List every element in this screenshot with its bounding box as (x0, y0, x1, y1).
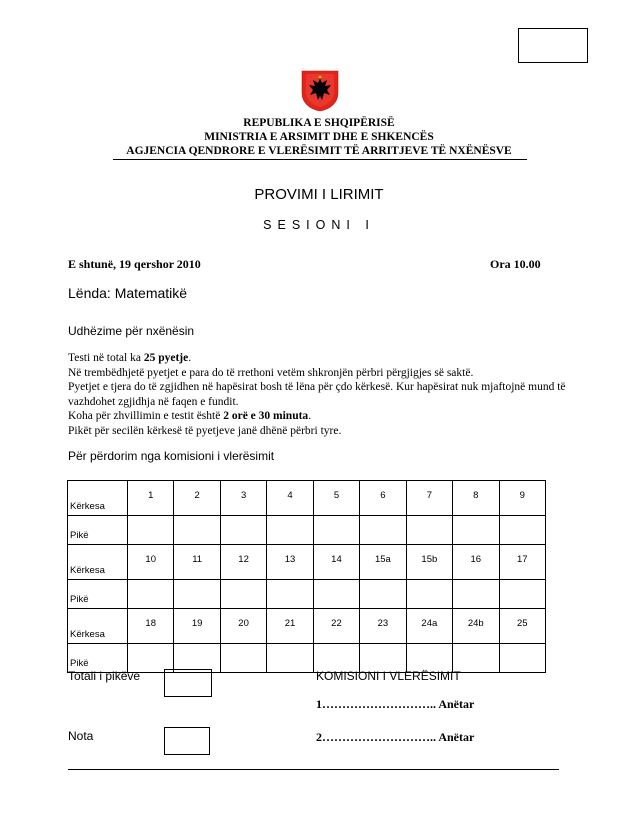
instruction-line: Koha për zhvillimin e testit është 2 orë e 30 minuta. (68, 410, 312, 422)
grid-cell: 12 (220, 545, 266, 580)
points-cell[interactable] (174, 516, 220, 545)
points-cell[interactable] (453, 516, 499, 545)
exam-date: E shtunë, 19 qershor 2010 (68, 257, 201, 271)
grid-label-request: Kërkesa (68, 545, 128, 580)
header-ministry: MINISTRIA E ARSIMIT DHE E SHKENCËS (204, 131, 434, 143)
header-republic: REPUBLIKA E SHQIPËRISË (243, 117, 395, 129)
footer-divider (68, 769, 559, 770)
points-cell[interactable] (453, 580, 499, 609)
points-cell[interactable] (220, 580, 266, 609)
grid-label-points: Pikë (68, 580, 128, 609)
exam-title: PROVIMI I LIRIMIT (254, 186, 384, 203)
grid-cell: 11 (174, 545, 220, 580)
grid-cell: 15a (360, 545, 406, 580)
grid-cell: 17 (499, 545, 546, 580)
points-cell[interactable] (174, 580, 220, 609)
grid-cell: 24b (453, 609, 499, 644)
grid-label-points: Pikë (68, 644, 128, 673)
points-cell[interactable] (220, 644, 266, 673)
header-divider (113, 159, 527, 160)
instruction-line: Pikët për secilën kërkesë të pyetjeve janë dhënë përbri tyre. (68, 424, 342, 437)
grid-cell: 8 (453, 481, 499, 516)
grid-cell: 21 (267, 609, 313, 644)
grid-row-points (68, 580, 546, 609)
points-cell[interactable] (499, 516, 546, 545)
score-grid (67, 480, 546, 673)
instructions-heading: Udhëzime për nxënësin (68, 324, 195, 338)
points-cell[interactable] (220, 516, 266, 545)
grid-row-requests (68, 609, 546, 644)
grid-label-points: Pikë (68, 516, 128, 545)
grid-label-request: Kërkesa (68, 609, 128, 644)
points-cell[interactable] (313, 580, 359, 609)
points-cell[interactable] (267, 580, 313, 609)
exam-subject: Lënda: Matematikë (68, 285, 188, 301)
grid-cell: 23 (360, 609, 406, 644)
total-points-label: Totali i pikëve (68, 669, 141, 683)
total-points-box[interactable] (164, 669, 212, 697)
points-cell[interactable] (267, 516, 313, 545)
grid-cell: 9 (499, 481, 546, 516)
instruction-line: Testi në total ka 25 pyetje. (68, 352, 192, 364)
grid-cell: 16 (453, 545, 499, 580)
points-cell[interactable] (267, 644, 313, 673)
points-cell[interactable] (406, 516, 452, 545)
grid-row-points (68, 516, 546, 545)
committee-heading: Për përdorim nga komisioni i vlerësimit (68, 449, 275, 463)
grid-cell: 18 (128, 609, 174, 644)
grid-cell: 3 (220, 481, 266, 516)
points-cell[interactable] (128, 580, 174, 609)
grade-label: Nota (68, 729, 94, 743)
grid-cell: 2 (174, 481, 220, 516)
grid-row-requests (68, 545, 546, 580)
instruction-line: Pyetjet e tjera do të zgjidhen në hapësirat bosh të lëna për çdo kërkesë. Kur hapësirat nuk mjaftojnë mund të vazhdohet zgjidhja në faqen e fundit. (68, 381, 566, 408)
grid-cell: 4 (267, 481, 313, 516)
exam-time: Ora 10.00 (490, 257, 541, 271)
grid-cell: 5 (313, 481, 359, 516)
exam-session: SESIONI I (263, 218, 375, 232)
grid-cell: 6 (360, 481, 406, 516)
exam-code-box (518, 28, 588, 63)
header-agency: AGJENCIA QENDRORE E VLERËSIMIT TË ARRITJEVE TË NXËNËSVE (126, 145, 512, 157)
instructions-text (68, 351, 588, 438)
points-cell[interactable] (499, 580, 546, 609)
instruction-line: Në trembëdhjetë pyetjet e para do të rrethoni vetëm shkronjën përbri përgjigjes së saktë. (68, 366, 474, 379)
grid-cell: 22 (313, 609, 359, 644)
grid-cell: 1 (128, 481, 174, 516)
grid-cell: 7 (406, 481, 452, 516)
grid-cell: 20 (220, 609, 266, 644)
committee-member-2: 2……………………….. Anëtar (316, 730, 475, 744)
committee-member-1: 1……………………….. Anëtar (316, 697, 475, 711)
grid-cell: 14 (313, 545, 359, 580)
albanian-emblem-icon (300, 69, 340, 112)
committee-title: KOMISIONI I VLERËSIMIT (316, 669, 461, 683)
points-cell[interactable] (499, 644, 546, 673)
grid-cell: 24a (406, 609, 452, 644)
points-cell[interactable] (406, 580, 452, 609)
grade-box[interactable] (164, 727, 210, 755)
grid-row-requests (68, 481, 546, 516)
points-cell[interactable] (128, 516, 174, 545)
grid-cell: 25 (499, 609, 546, 644)
grid-cell: 13 (267, 545, 313, 580)
grid-label-request: Kërkesa (68, 481, 128, 516)
grid-cell: 19 (174, 609, 220, 644)
points-cell[interactable] (360, 516, 406, 545)
points-cell[interactable] (313, 516, 359, 545)
points-cell[interactable] (360, 580, 406, 609)
grid-cell: 10 (128, 545, 174, 580)
grid-cell: 15b (406, 545, 452, 580)
